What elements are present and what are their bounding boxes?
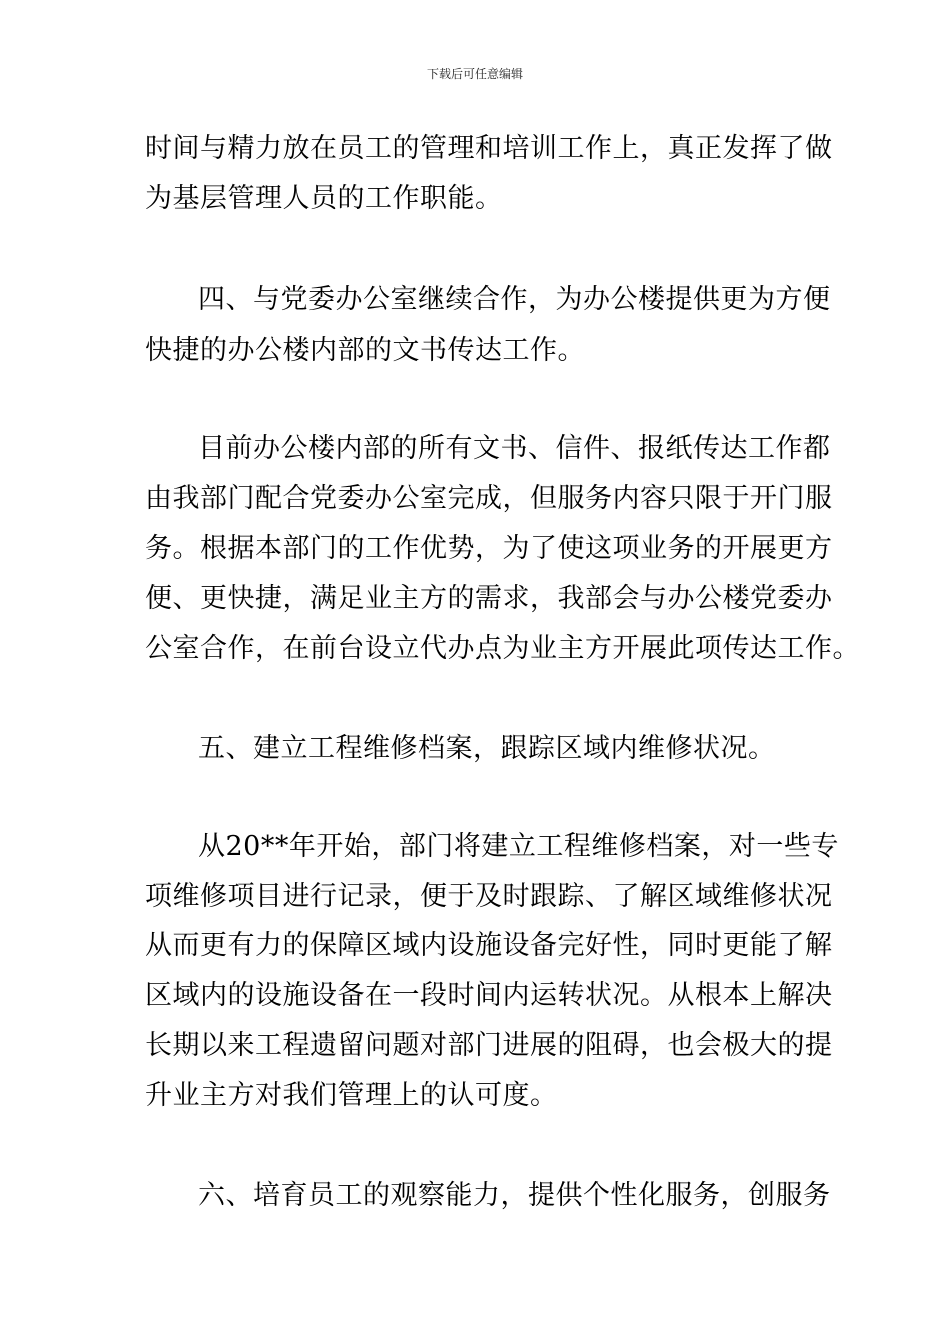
text-line: 务。根据本部门的工作优势，为了使这项业务的开展更方 <box>145 533 833 564</box>
text-line: 由我部门配合党委办公室完成，但服务内容只限于开门服 <box>145 483 833 514</box>
section-heading: 六、培育员工的观察能力，提供个性化服务，创服务 <box>198 1180 831 1211</box>
text-line: 便、更快捷，满足业主方的需求，我部会与办公楼党委办 <box>145 583 833 614</box>
text-line: 时间与精力放在员工的管理和培训工作上，真正发挥了做 <box>145 133 833 164</box>
text-line: 区域内的设施设备在一段时间内运转状况。从根本上解决 <box>145 980 833 1011</box>
text-line: 升业主方对我们管理上的认可度。 <box>145 1080 558 1111</box>
text-line: 从而更有力的保障区域内设施设备完好性，同时更能了解 <box>145 930 833 961</box>
section-heading: 四、与党委办公室继续合作，为办公楼提供更为方便 <box>198 284 831 315</box>
text-line: 目前办公楼内部的所有文书、信件、报纸传达工作都 <box>198 433 831 464</box>
text-line: 长期以来工程遗留问题对部门进展的阻碍，也会极大的提 <box>145 1030 833 1061</box>
header-note: 下载后可任意编辑 <box>426 67 523 81</box>
text-line: 从20**年开始，部门将建立工程维修档案，对一些专 <box>198 831 839 862</box>
text-line: 项维修项目进行记录，便于及时跟踪、了解区域维修状况 <box>145 881 833 912</box>
section-heading: 五、建立工程维修档案，跟踪区域内维修状况。 <box>198 733 776 764</box>
text-line: 快捷的办公楼内部的文书传达工作。 <box>145 335 585 366</box>
text-line: 为基层管理人员的工作职能。 <box>145 183 503 214</box>
text-line: 公室合作，在前台设立代办点为业主方开展此项传达工作。 <box>145 633 860 664</box>
